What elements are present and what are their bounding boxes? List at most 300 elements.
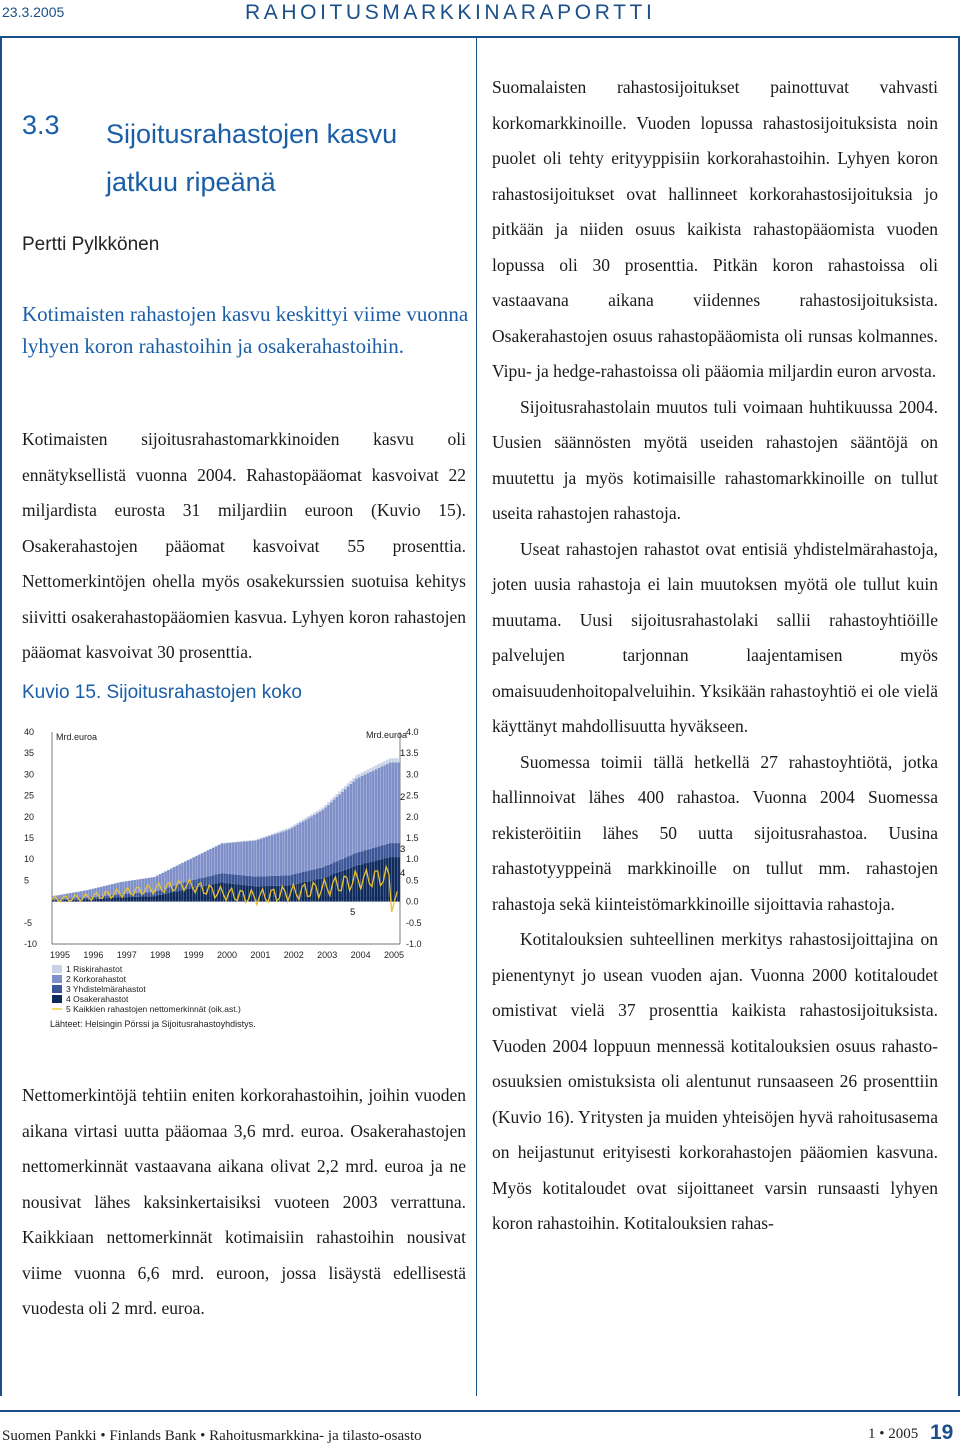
- bar-riskirahastot: [265, 836, 268, 837]
- right-tick-label: 3.5: [406, 748, 419, 759]
- bar-osakerahastot: [271, 886, 274, 902]
- bar-riskirahastot: [372, 767, 375, 771]
- bar-korkorahastot: [330, 802, 333, 863]
- chart-source: Lähteet: Helsingin Pörssi ja Sijoitusrahastoyhdistys.: [50, 1019, 256, 1029]
- bar-riskirahastot: [274, 833, 277, 834]
- bar-korkorahastot: [378, 768, 381, 846]
- legend-swatch: [52, 995, 62, 1003]
- bar-korkorahastot: [338, 794, 341, 860]
- bar-korkorahastot: [190, 859, 193, 881]
- bar-korkorahastot: [131, 880, 134, 893]
- bar-yhdistelmarahastot: [293, 874, 296, 884]
- bar-korkorahastot: [240, 842, 243, 875]
- legend-swatch: [52, 975, 62, 983]
- left-tick-label: 20: [24, 811, 35, 822]
- x-tick-label: 2000: [216, 950, 238, 960]
- bar-riskirahastot: [313, 813, 316, 815]
- bar-yhdistelmarahastot: [63, 899, 66, 900]
- bar-osakerahastot: [240, 885, 243, 902]
- bar-yhdistelmarahastot: [274, 876, 277, 886]
- series-marker-4: 4: [400, 868, 406, 879]
- bar-yhdistelmarahastot: [147, 892, 150, 896]
- bar-korkorahastot: [389, 763, 392, 844]
- bar-osakerahastot: [119, 897, 122, 901]
- bar-yhdistelmarahastot: [341, 859, 344, 871]
- bar-yhdistelmarahastot: [282, 876, 285, 886]
- left-tick-label: -5: [24, 917, 33, 928]
- bar-osakerahastot: [364, 863, 367, 901]
- left-tick-label: 30: [24, 769, 35, 780]
- bar-korkorahastot: [366, 773, 369, 849]
- body-paragraph-right-1: Suomalaisten rahastosijoitukset painottuvat vahvasti korkomarkkinoille. Vuoden lopussa rahastosijoituksista noin puolet oli tehty erityyppisiin korkorahastoihin. Lyhyen koron rahastosijoitukset ovat hallinneet korkorahastosijoituksia jo pitkään ja niiden osuus kaikista rahastopääomista vuoden lopussa oli 30 prosenttia. Pitkän koron rahastoissa oli vastaavana aikana viidennes rahastosijoituksista. Osakerahastojen osuus rahastopääomista oli runsas kolmannes. Vipu- ja hedge-rahastoissa oli pääomia miljardin euron arvosta.: [492, 77, 938, 381]
- bar-yhdistelmarahastot: [159, 890, 162, 895]
- series-marker-2: 2: [400, 792, 406, 803]
- bar-korkorahastot: [142, 879, 145, 893]
- bar-korkorahastot: [69, 893, 72, 899]
- bar-korkorahastot: [187, 860, 190, 881]
- bar-osakerahastot: [176, 891, 179, 901]
- bar-korkorahastot: [291, 828, 294, 875]
- bar-yhdistelmarahastot: [389, 843, 392, 857]
- bar-yhdistelmarahastot: [378, 846, 381, 860]
- bar-korkorahastot: [352, 781, 355, 854]
- bar-osakerahastot: [344, 870, 347, 902]
- bar-yhdistelmarahastot: [251, 876, 254, 886]
- fund-size-chart: [22, 718, 442, 1038]
- bar-riskirahastot: [307, 816, 310, 818]
- bar-korkorahastot: [310, 817, 313, 870]
- bar-yhdistelmarahastot: [324, 866, 327, 877]
- bar-korkorahastot: [333, 800, 336, 863]
- bar-korkorahastot: [89, 889, 92, 897]
- right-tick-label: 4.0: [406, 727, 419, 737]
- bar-yhdistelmarahastot: [358, 852, 361, 865]
- bar-yhdistelmarahastot: [319, 868, 322, 879]
- bar-yhdistelmarahastot: [277, 876, 280, 886]
- bar-riskirahastot: [260, 838, 263, 839]
- bar-yhdistelmarahastot: [285, 875, 288, 885]
- bar-osakerahastot: [108, 898, 111, 902]
- bar-yhdistelmarahastot: [69, 899, 72, 900]
- bar-osakerahastot: [375, 861, 378, 902]
- bar-osakerahastot: [105, 898, 108, 901]
- bar-yhdistelmarahastot: [372, 848, 375, 861]
- x-tick-label: 2004: [350, 950, 371, 960]
- figure-caption: Kuvio 15. Sijoitusrahastojen koko: [22, 682, 302, 703]
- body-paragraph-right-4: Suomessa toimii tällä hetkellä 27 rahastoyhtiötä, jotka hallinnoivat lähes 400 rahastoa. Vuonna 2004 Suomessa rekisteröitiin lähes 50 uutta sijoitusrahastoa. Uusina rahastotyyppeinä markkinoille on tullut mm. rahastojen rahastoja sekä kiinteistömarkkinoille sijoittavia rahastoja.: [492, 751, 938, 914]
- bar-korkorahastot: [358, 777, 361, 852]
- right-column: [492, 70, 938, 1242]
- body-paragraph-left-2: Nettomerkintöjä tehtiin eniten korkorahastoihin, joihin vuoden aikana virtasi uutta pääomaa 3,6 mrd. euroa. Osakerahastojen nettomerkinnät vastaavana aikana olivat 2,2 mrd. euroa ja ne nousivat lähes kaksinkertaisiksi vuoteen 2003 verrattuna. Kaikkiaan nettomerkinnät kotimaisiin rahastoihin nousivat viime vuonna 6,6 mrd. euroon, jossa lisäystä edellisestä vuodesta oli 2 mrd. euroa.: [22, 1085, 466, 1318]
- bar-korkorahastot: [161, 873, 164, 889]
- left-tick-label: 40: [24, 727, 35, 737]
- bar-riskirahastot: [361, 772, 364, 776]
- bar-korkorahastot: [226, 843, 229, 874]
- bar-korkorahastot: [192, 857, 195, 880]
- bar-riskirahastot: [234, 842, 237, 843]
- series-marker-1: 1: [400, 748, 406, 759]
- bar-yhdistelmarahastot: [380, 846, 383, 860]
- bar-osakerahastot: [74, 900, 77, 902]
- bar-osakerahastot: [52, 900, 55, 901]
- bar-korkorahastot: [243, 842, 246, 876]
- bar-riskirahastot: [330, 799, 333, 802]
- bar-riskirahastot: [369, 768, 372, 772]
- series-marker-3: 3: [400, 844, 406, 855]
- bar-riskirahastot: [277, 832, 280, 833]
- bar-osakerahastot: [181, 890, 184, 902]
- bar-korkorahastot: [322, 810, 325, 867]
- bar-korkorahastot: [215, 846, 218, 874]
- bar-korkorahastot: [372, 771, 375, 848]
- x-tick-label: 2005: [383, 950, 405, 960]
- legend-label: 5 Kaikkien rahastojen nettomerkinnät (oik.ast.): [66, 1004, 241, 1014]
- bar-riskirahastot: [299, 821, 302, 823]
- left-rule: [0, 36, 2, 1396]
- body-paragraph-left-1: Kotimaisten sijoitusrahastomarkkinoiden kasvu oli ennätyksellistä vuonna 2004. Rahastopääomat kasvoivat 22 miljardista eurosta 31 miljardiin euroon (Kuvio 15). Osakerahastojen pääomat kasvoivat 55 prosenttia. Nettomerkintöjen ohella myös osakekurssien suotuisa kehitys siivitti osakerahastopääomien kasvua. Lyhyen koron rahastojen pääomat kasvoivat 30 prosenttia.: [22, 429, 466, 662]
- right-tick-label: 2.0: [406, 811, 419, 822]
- bar-osakerahastot: [164, 894, 167, 902]
- bar-osakerahastot: [167, 893, 170, 902]
- header-date: 23.3.2005: [2, 4, 65, 20]
- bar-yhdistelmarahastot: [361, 851, 364, 864]
- bar-yhdistelmarahastot: [260, 876, 263, 886]
- lead-paragraph: Kotimaisten rahastojen kasvu keskittyi viime vuonna lyhyen koron rahastoihin ja osakerahastoihin.: [22, 302, 469, 358]
- bar-osakerahastot: [139, 897, 142, 902]
- bar-korkorahastot: [237, 842, 240, 875]
- bar-yhdistelmarahastot: [254, 877, 257, 887]
- bar-yhdistelmarahastot: [136, 893, 139, 897]
- bar-osakerahastot: [94, 899, 97, 902]
- bar-riskirahastot: [358, 774, 361, 777]
- bar-osakerahastot: [170, 892, 173, 901]
- legend-label: 1 Riskirahastot: [66, 964, 123, 974]
- bar-riskirahastot: [319, 809, 322, 811]
- bar-korkorahastot: [105, 885, 108, 895]
- bar-korkorahastot: [347, 786, 350, 856]
- bar-korkorahastot: [279, 832, 282, 875]
- bar-yhdistelmarahastot: [212, 875, 215, 884]
- bar-korkorahastot: [212, 848, 215, 876]
- bar-osakerahastot: [380, 859, 383, 901]
- bar-korkorahastot: [313, 815, 316, 869]
- bar-yhdistelmarahastot: [223, 873, 226, 882]
- bar-korkorahastot: [386, 764, 389, 844]
- bar-korkorahastot: [282, 831, 285, 875]
- x-tick-label: 2001: [250, 950, 271, 960]
- bar-yhdistelmarahastot: [310, 870, 313, 881]
- bar-osakerahastot: [159, 895, 162, 902]
- bar-korkorahastot: [299, 823, 302, 873]
- bar-korkorahastot: [201, 853, 204, 878]
- bar-riskirahastot: [240, 841, 243, 842]
- bar-yhdistelmarahastot: [383, 845, 386, 859]
- bar-riskirahastot: [232, 842, 235, 843]
- x-tick-label: 2003: [317, 950, 338, 960]
- bar-riskirahastot: [257, 839, 260, 840]
- bar-riskirahastot: [268, 835, 271, 836]
- bar-osakerahastot: [114, 898, 117, 902]
- bar-riskirahastot: [350, 781, 353, 784]
- left-tick-label: 10: [24, 854, 35, 865]
- legend-swatch: [52, 965, 62, 973]
- bar-korkorahastot: [249, 841, 252, 876]
- bar-yhdistelmarahastot: [246, 876, 249, 886]
- bar-osakerahastot: [161, 894, 164, 901]
- bar-korkorahastot: [375, 769, 378, 847]
- bar-riskirahastot: [395, 758, 398, 762]
- left-tick-label: 15: [24, 833, 35, 843]
- bar-yhdistelmarahastot: [313, 869, 316, 880]
- bar-korkorahastot: [364, 775, 367, 851]
- bar-yhdistelmarahastot: [271, 876, 274, 886]
- bar-korkorahastot: [198, 855, 201, 879]
- bar-osakerahastot: [100, 899, 103, 902]
- bar-korkorahastot: [80, 891, 83, 898]
- bar-yhdistelmarahastot: [74, 898, 77, 899]
- bar-osakerahastot: [142, 897, 145, 902]
- bar-korkorahastot: [58, 895, 61, 899]
- left-tick-label: -10: [24, 939, 38, 949]
- bar-riskirahastot: [229, 842, 232, 843]
- bar-riskirahastot: [279, 831, 282, 832]
- series-marker-5: 5: [350, 907, 356, 918]
- bar-korkorahastot: [307, 818, 310, 870]
- bar-riskirahastot: [305, 818, 308, 820]
- bar-yhdistelmarahastot: [327, 865, 330, 876]
- body-paragraph-right-3: Useat rahastojen rahastot ovat entisiä yhdistelmärahastoja, joten uusia rahastoja ei lain muutoksen myötä ole tullut kuin muutama. Uusi sijoitusrahastolaki sallii rahastoyhtiöille palvelujen tarjonnan laajentamisen myös omaisuudenhoitopalveluihin. Yksikään rahastoyhtiö ei ole vielä käyttänyt mahdollisuutta hyväkseen.: [492, 538, 938, 736]
- bar-yhdistelmarahastot: [215, 875, 218, 884]
- bar-osakerahastot: [63, 900, 66, 902]
- bar-osakerahastot: [178, 891, 181, 902]
- right-tick-label: 0.5: [406, 875, 419, 886]
- right-axis-unit: Mrd.euroa: [366, 730, 408, 740]
- x-tick-label: 2002: [283, 950, 304, 960]
- bar-osakerahastot: [145, 896, 148, 901]
- section-title: [106, 110, 466, 206]
- bar-riskirahastot: [254, 840, 257, 841]
- bar-riskirahastot: [263, 837, 266, 838]
- bar-yhdistelmarahastot: [302, 872, 305, 883]
- bar-yhdistelmarahastot: [392, 843, 395, 857]
- bar-yhdistelmarahastot: [338, 860, 341, 872]
- bar-korkorahastot: [229, 843, 232, 874]
- bar-riskirahastot: [352, 778, 355, 781]
- bar-osakerahastot: [156, 895, 159, 901]
- bar-korkorahastot: [277, 833, 280, 876]
- bar-yhdistelmarahastot: [167, 887, 170, 893]
- bar-osakerahastot: [133, 897, 136, 902]
- footer-publisher: Suomen Pankki • Finlands Bank • Rahoitusmarkkina- ja tilasto-osasto: [2, 1428, 422, 1444]
- bar-osakerahastot: [386, 858, 389, 902]
- bar-yhdistelmarahastot: [386, 844, 389, 858]
- bar-riskirahastot: [341, 789, 344, 792]
- bar-korkorahastot: [380, 767, 383, 846]
- bar-riskirahastot: [392, 758, 395, 762]
- bar-osakerahastot: [125, 897, 128, 901]
- bar-riskirahastot: [347, 783, 350, 786]
- bar-osakerahastot: [153, 896, 156, 902]
- bar-korkorahastot: [288, 830, 291, 876]
- bar-korkorahastot: [296, 825, 299, 874]
- bar-osakerahastot: [173, 892, 176, 902]
- bar-korkorahastot: [251, 841, 254, 877]
- section-title-line1: Sijoitusrahastojen kasvu: [106, 119, 398, 149]
- bar-yhdistelmarahastot: [288, 875, 291, 885]
- bar-korkorahastot: [350, 784, 353, 855]
- footer-issue: 1 • 2005: [868, 1426, 919, 1442]
- bar-riskirahastot: [383, 761, 386, 765]
- bar-osakerahastot: [215, 884, 218, 902]
- bar-yhdistelmarahastot: [364, 850, 367, 863]
- bar-korkorahastot: [209, 849, 212, 876]
- bar-yhdistelmarahastot: [316, 869, 319, 880]
- bar-korkorahastot: [316, 813, 319, 868]
- bar-yhdistelmarahastot: [249, 876, 252, 886]
- bar-yhdistelmarahastot: [347, 856, 350, 868]
- bar-korkorahastot: [260, 839, 263, 877]
- bar-korkorahastot: [355, 779, 358, 853]
- bar-yhdistelmarahastot: [117, 894, 120, 897]
- header-rule: [0, 36, 960, 38]
- x-tick-label: 1999: [183, 950, 204, 960]
- legend-label: 4 Osakerahastot: [66, 994, 129, 1004]
- x-axis-labels: [50, 950, 404, 960]
- body-paragraph-right-5: Kotitalouksien suhteellinen merkitys rahastosijoittajina on pienentynyt jo usean vuoden ajan. Vuonna 2000 kotitaloudet omistivat vielä 37 prosenttia kaikista rahastosijoituksista. Vuoden 2004 loppuun mennessä kotitalouksien osuus rahasto-osuuksien omistuksista oli alentunut runsaaseen 26 prosenttiin (Kuvio 16). Yritysten ja muiden yhteisöjen hyvä rahoitusasema on heijastunut erityisesti korkorahastojen pääomien kasvuna. Myös kotitaloudet ovat sijoittaneet varsin runsaasti lyhyen koron rahastoihin. Kotitalouksien rahas-: [492, 929, 938, 1233]
- bar-riskirahastot: [378, 764, 381, 768]
- bar-yhdistelmarahastot: [355, 853, 358, 866]
- bar-osakerahastot: [128, 897, 131, 902]
- bar-korkorahastot: [206, 850, 209, 876]
- bar-riskirahastot: [249, 840, 252, 841]
- bar-korkorahastot: [392, 763, 395, 844]
- bar-yhdistelmarahastot: [226, 874, 229, 883]
- bar-riskirahastot: [246, 841, 249, 842]
- bar-korkorahastot: [369, 772, 372, 849]
- bar-riskirahastot: [296, 823, 299, 825]
- bar-yhdistelmarahastot: [206, 877, 209, 886]
- bar-yhdistelmarahastot: [333, 862, 336, 874]
- bar-korkorahastot: [173, 867, 176, 886]
- bar-osakerahastot: [198, 887, 201, 902]
- bar-riskirahastot: [251, 840, 254, 841]
- bar-yhdistelmarahastot: [291, 875, 294, 885]
- bar-yhdistelmarahastot: [395, 843, 398, 857]
- bar-yhdistelmarahastot: [232, 874, 235, 883]
- bar-riskirahastot: [285, 829, 288, 831]
- bar-yhdistelmarahastot: [263, 876, 266, 886]
- bar-riskirahastot: [327, 802, 330, 805]
- bar-yhdistelmarahastot: [336, 861, 339, 873]
- bar-yhdistelmarahastot: [307, 871, 310, 882]
- bar-riskirahastot: [316, 811, 319, 813]
- bar-yhdistelmarahastot: [105, 896, 108, 899]
- x-tick-label: 1998: [150, 950, 171, 960]
- bar-korkorahastot: [181, 863, 184, 883]
- bar-riskirahastot: [324, 805, 327, 808]
- bar-riskirahastot: [282, 830, 285, 832]
- bar-osakerahastot: [83, 900, 86, 902]
- bar-osakerahastot: [392, 857, 395, 902]
- bar-yhdistelmarahastot: [299, 873, 302, 883]
- bar-riskirahastot: [375, 765, 378, 769]
- bar-riskirahastot: [338, 791, 341, 794]
- bar-korkorahastot: [184, 861, 187, 882]
- column-divider: [476, 36, 477, 1396]
- bar-korkorahastot: [204, 852, 207, 877]
- bar-riskirahastot: [243, 841, 246, 842]
- bar-riskirahastot: [389, 758, 392, 762]
- bar-korkorahastot: [271, 835, 274, 876]
- bar-korkorahastot: [319, 812, 322, 868]
- bar-riskirahastot: [380, 763, 383, 767]
- bar-yhdistelmarahastot: [268, 876, 271, 886]
- legend-label: 2 Korkorahastot: [66, 974, 127, 984]
- bar-osakerahastot: [190, 888, 193, 901]
- right-tick-label: 1.5: [406, 833, 419, 843]
- legend-label: 3 Yhdistelmärahastot: [66, 984, 146, 994]
- bar-riskirahastot: [344, 786, 347, 789]
- bar-osakerahastot: [397, 857, 400, 902]
- bar-osakerahastot: [369, 862, 372, 902]
- bar-osakerahastot: [86, 899, 89, 901]
- bar-yhdistelmarahastot: [209, 876, 212, 885]
- bar-korkorahastot: [344, 789, 347, 858]
- left-tick-label: 5: [24, 875, 30, 886]
- bar-korkorahastot: [265, 837, 268, 876]
- bar-korkorahastot: [119, 882, 122, 894]
- right-tick-label: 3.0: [406, 769, 419, 780]
- left-axis-ticks: [24, 727, 37, 949]
- bar-riskirahastot: [291, 826, 294, 828]
- bar-yhdistelmarahastot: [375, 847, 378, 860]
- x-tick-label: 1995: [49, 950, 71, 960]
- bar-korkorahastot: [274, 834, 277, 876]
- bar-yhdistelmarahastot: [352, 854, 355, 867]
- bar-yhdistelmarahastot: [330, 864, 333, 875]
- bar-yhdistelmarahastot: [220, 873, 223, 882]
- bar-yhdistelmarahastot: [305, 871, 308, 882]
- bar-korkorahastot: [341, 792, 344, 859]
- bar-riskirahastot: [336, 794, 339, 797]
- bar-osakerahastot: [97, 899, 100, 902]
- footer-rule: [0, 1410, 960, 1412]
- bar-yhdistelmarahastot: [243, 875, 246, 885]
- right-axis-ticks: [406, 727, 422, 949]
- bar-riskirahastot: [288, 828, 291, 830]
- bar-yhdistelmarahastot: [229, 874, 232, 883]
- bar-yhdistelmarahastot: [204, 877, 207, 885]
- bar-yhdistelmarahastot: [279, 876, 282, 886]
- bar-korkorahastot: [246, 841, 249, 875]
- bar-korkorahastot: [257, 840, 260, 877]
- right-tick-label: 2.5: [406, 790, 419, 801]
- bar-riskirahastot: [302, 819, 305, 821]
- left-tick-label: 35: [24, 748, 35, 759]
- bar-yhdistelmarahastot: [322, 867, 325, 878]
- body-paragraph-right-2: Sijoitusrahastolain muutos tuli voimaan huhtikuussa 2004. Uusien säännösten myötä useiden rahastojen sääntöjä on muutettu ja myös kotimaisille rahastomarkkinoille on tullut useita rahastojen rahastoja.: [492, 396, 938, 523]
- bar-riskirahastot: [355, 775, 358, 778]
- right-tick-label: -0.5: [406, 917, 422, 928]
- bar-korkorahastot: [293, 826, 296, 874]
- bar-osakerahastot: [136, 897, 139, 902]
- bar-yhdistelmarahastot: [296, 873, 299, 883]
- bar-osakerahastot: [117, 898, 120, 902]
- report-title: RAHOITUSMARKKINARAPORTTI: [245, 1, 656, 24]
- bar-osakerahastot: [55, 900, 58, 901]
- bar-korkorahastot: [195, 856, 198, 879]
- bar-yhdistelmarahastot: [369, 849, 372, 862]
